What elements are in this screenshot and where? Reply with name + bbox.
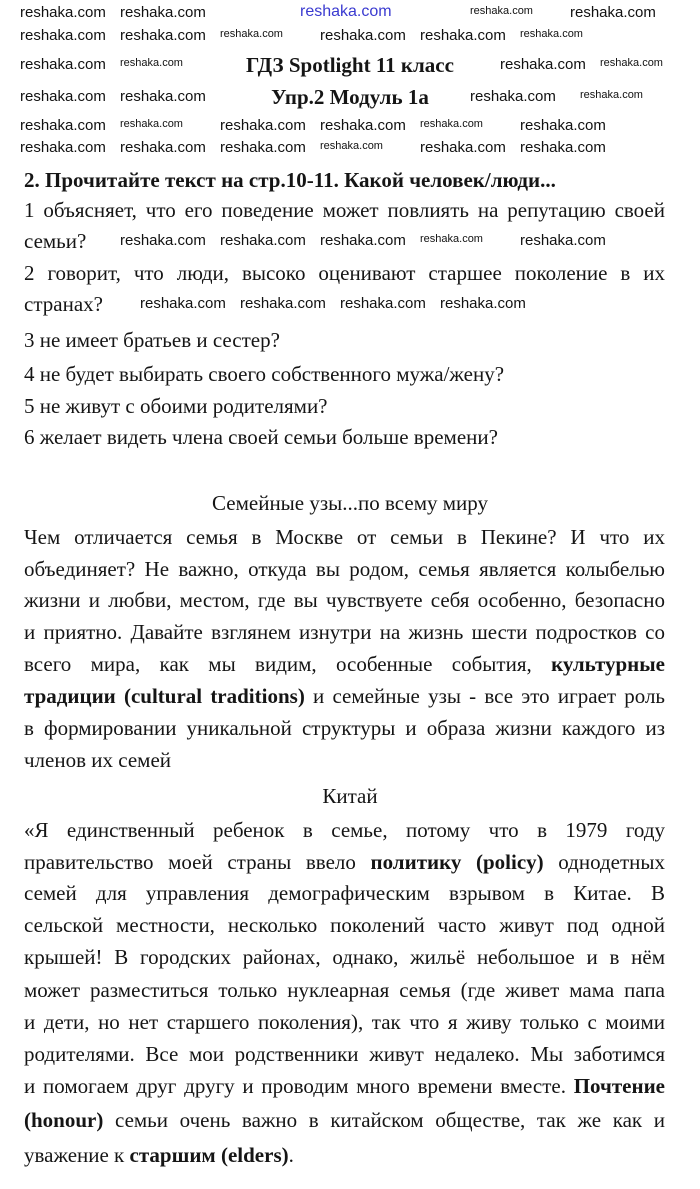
watermark: reshaka.com — [320, 117, 406, 134]
watermark: reshaka.com — [340, 295, 426, 312]
watermark: reshaka.com — [20, 88, 106, 105]
section-heading-china — [322, 782, 377, 810]
text-line — [24, 259, 665, 287]
text-segment: Семейные узы...по всему миру — [212, 491, 488, 515]
text-segment: и приятно. Давайте взглянем изнутри на жизнь шести подростков со — [24, 620, 665, 644]
watermark: reshaka.com — [120, 88, 206, 105]
watermark: reshaka.com — [470, 88, 556, 105]
bold-term: (honour) — [24, 1108, 104, 1132]
watermark: reshaka.com — [140, 295, 226, 312]
bold-term: культурные — [551, 652, 665, 676]
text-segment: членов их семей — [24, 748, 171, 772]
text-segment: семей для управления демографическим взрывом в Китае. В — [24, 881, 665, 905]
site-banner-link[interactable]: reshaka.com — [300, 3, 392, 20]
text-segment: крышей! В городских районах, однако, жильё небольшое и в нём — [24, 945, 665, 969]
text-segment: всего мира, как мы видим, особенные события, — [24, 652, 552, 676]
text-segment: и семейные узы - все это играет роль — [304, 684, 665, 708]
text-line — [24, 848, 665, 876]
bold-term: старшим (elders) — [129, 1143, 289, 1167]
text-segment: в формировании уникальной структуры и образа жизни каждого из — [24, 716, 665, 740]
watermark: reshaka.com — [420, 139, 506, 156]
text-segment: 4 не будет выбирать своего собственного мужа/жену? — [24, 362, 505, 386]
text-line — [24, 714, 665, 742]
text-line — [24, 746, 171, 774]
watermark: reshaka.com — [520, 28, 583, 40]
text-segment: Китай — [322, 784, 378, 808]
watermark: reshaka.com — [470, 5, 533, 17]
text-line — [24, 879, 665, 907]
watermark: reshaka.com — [580, 89, 643, 101]
text-segment: однодетных — [543, 850, 666, 874]
text-segment: 1 объясняет, что его поведение может повлиять на репутацию своей — [24, 198, 665, 222]
text-segment: уважение к — [24, 1143, 130, 1167]
text-segment: и дети, но нет старшего поколения), так что я живу только с моими — [24, 1010, 665, 1034]
watermark: reshaka.com — [120, 57, 183, 69]
watermark: reshaka.com — [220, 232, 306, 249]
watermark: reshaka.com — [120, 4, 206, 21]
text-line — [24, 360, 504, 388]
watermark: reshaka.com — [320, 140, 383, 152]
watermark: reshaka.com — [20, 139, 106, 156]
watermark: reshaka.com — [520, 139, 606, 156]
text-line — [24, 1106, 665, 1134]
text-line — [24, 227, 86, 255]
watermark: reshaka.com — [20, 27, 106, 44]
text-line — [24, 555, 665, 583]
watermark: reshaka.com — [220, 139, 306, 156]
text-line — [24, 423, 498, 451]
bold-term: традиции (cultural traditions) — [24, 684, 305, 708]
watermark: reshaka.com — [120, 139, 206, 156]
text-line — [24, 682, 665, 710]
text-line — [24, 326, 280, 354]
text-line — [24, 196, 665, 224]
watermark: reshaka.com — [20, 56, 106, 73]
watermark: reshaka.com — [20, 4, 106, 21]
text-segment: 6 желает видеть члена своей семьи больше времени? — [24, 425, 498, 449]
text-segment: странах? — [24, 292, 103, 316]
watermark: reshaka.com — [20, 117, 106, 134]
watermark: reshaka.com — [120, 27, 206, 44]
watermark: reshaka.com — [120, 118, 183, 130]
text-line — [24, 290, 103, 318]
text-segment: сельской местности, несколько поколений часто живут под одной — [24, 913, 665, 937]
text-segment: может разместиться только нуклеарная семья (где живет мама папа — [24, 978, 665, 1002]
text-line — [24, 976, 665, 1004]
text-line — [24, 1040, 665, 1068]
text-segment: «Я единственный ребенок в семье, потому что в 1979 году — [24, 818, 665, 842]
text-segment: семьи очень важно в китайском обществе, так же как и — [103, 1108, 665, 1132]
text-segment: и помогаем друг другу и проводим много времени вместе. — [24, 1074, 574, 1098]
text-line — [24, 523, 665, 551]
page-title: ГДЗ Spotlight 11 класс — [246, 53, 454, 77]
watermark: reshaka.com — [600, 57, 663, 69]
text-line — [24, 1008, 665, 1036]
watermark: reshaka.com — [120, 232, 206, 249]
watermark: reshaka.com — [420, 118, 483, 130]
text-segment: объединяет? Не важно, откуда вы родом, семья является колыбелью — [24, 557, 665, 581]
watermark: reshaka.com — [220, 28, 283, 40]
watermark: reshaka.com — [240, 295, 326, 312]
text-line — [24, 586, 665, 614]
watermark: reshaka.com — [520, 232, 606, 249]
text-segment: родителями. Все мои родственники живут недалеко. Мы заботимся — [24, 1042, 665, 1066]
text-line — [24, 1141, 294, 1169]
text-line — [24, 392, 328, 420]
text-line — [24, 911, 665, 939]
watermark: reshaka.com — [220, 117, 306, 134]
text-segment: 2 говорит, что люди, высоко оценивают старшее поколение в их — [24, 261, 665, 285]
text-segment: Чем отличается семья в Москве от семьи в Пекине? И что их — [24, 525, 665, 549]
text-line — [24, 943, 665, 971]
watermark: reshaka.com — [320, 27, 406, 44]
watermark: reshaka.com — [320, 232, 406, 249]
bold-term: политику (policy) — [370, 850, 544, 874]
page-subtitle: Упр.2 Модуль 1a — [271, 85, 429, 109]
text-line — [24, 816, 665, 844]
bold-term: Почтение — [573, 1074, 665, 1098]
watermark: reshaka.com — [420, 233, 483, 245]
watermark: reshaka.com — [500, 56, 586, 73]
text-segment: семьи? — [24, 229, 87, 253]
text-line — [24, 1072, 665, 1100]
text-segment: правительство моей страны ввело — [24, 850, 371, 874]
text-segment: 3 не имеет братьев и сестер? — [24, 328, 280, 352]
text-segment: жизни и любви, местом, где вы чувствуете себя особенно, безопасно — [24, 588, 665, 612]
watermark: reshaka.com — [420, 27, 506, 44]
section-heading — [212, 489, 488, 517]
task-heading: 2. Прочитайте текст на стр.10-11. Какой человек/люди... — [24, 168, 556, 192]
watermark: reshaka.com — [440, 295, 526, 312]
text-segment: 5 не живут с обоими родителями? — [24, 394, 328, 418]
watermark: reshaka.com — [570, 4, 656, 21]
watermark: reshaka.com — [520, 117, 606, 134]
text-line — [24, 650, 665, 678]
text-segment: . — [288, 1143, 294, 1167]
text-line — [24, 618, 665, 646]
